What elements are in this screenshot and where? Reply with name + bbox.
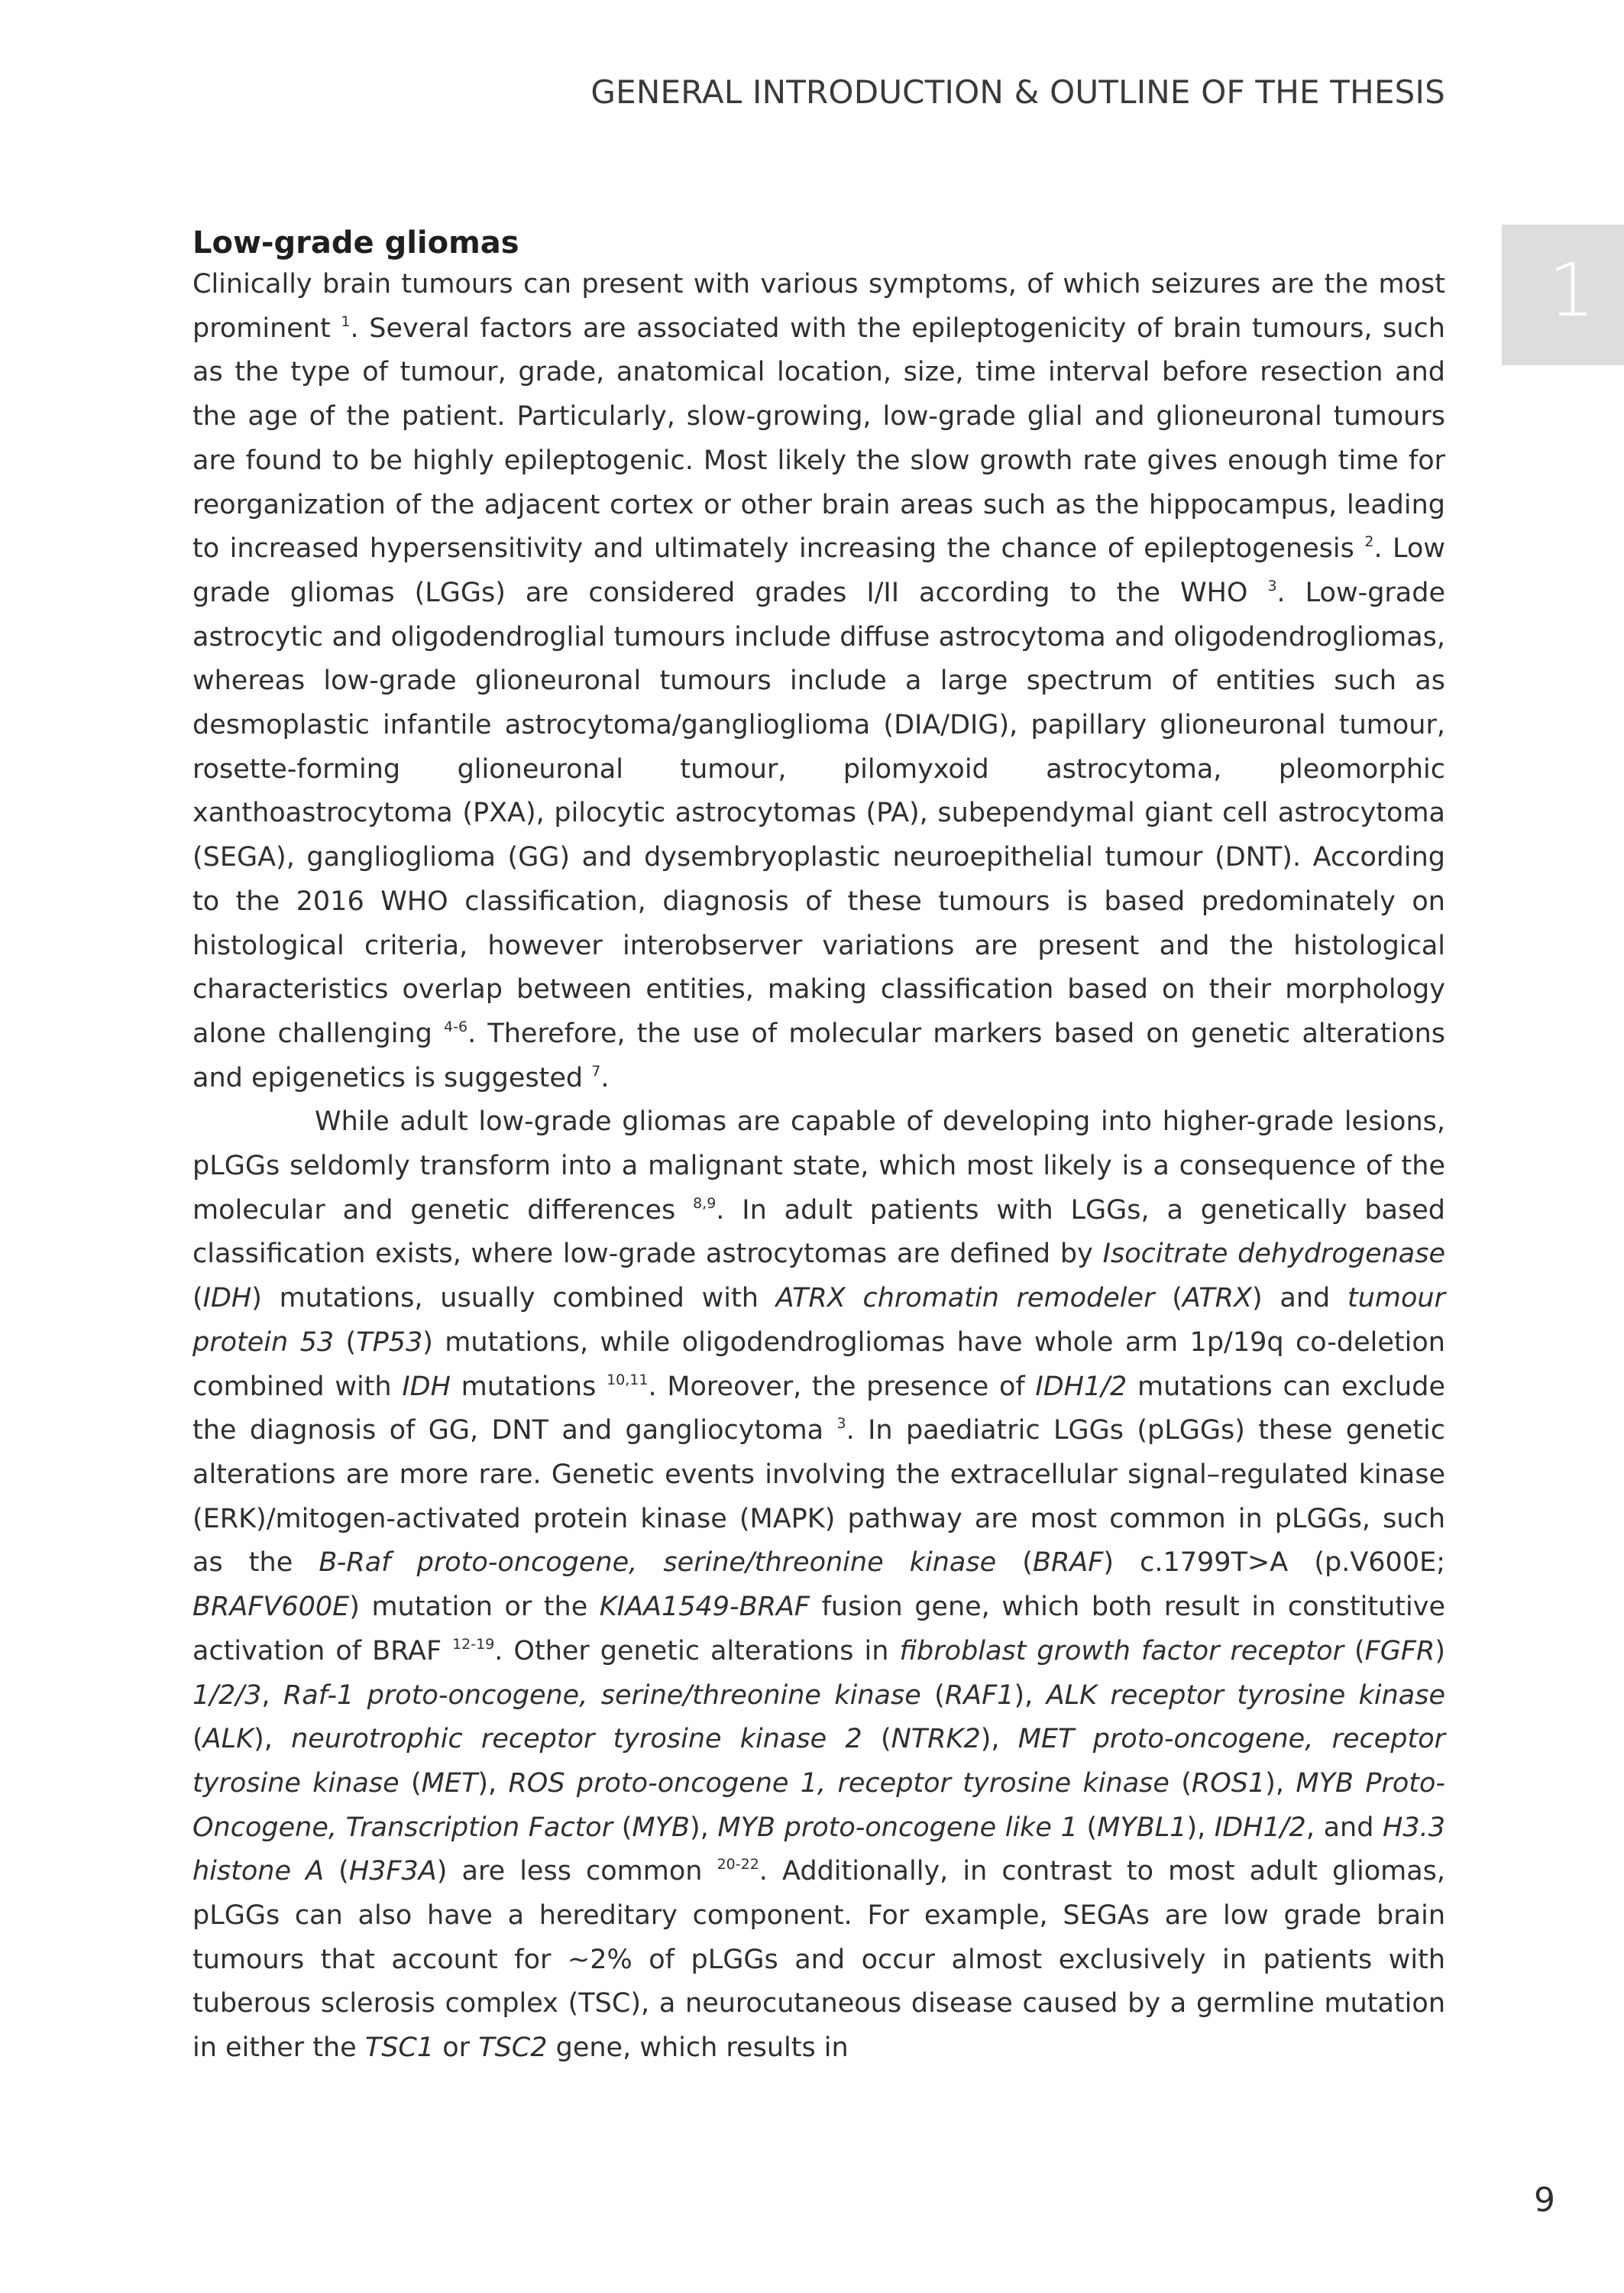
text: (: [996, 1547, 1033, 1579]
gene-term: fibroblast growth factor receptor: [899, 1635, 1344, 1666]
gene-term: H3.3 histone A: [192, 1812, 1446, 1887]
text: (: [920, 1679, 945, 1711]
text: ),: [477, 1767, 509, 1799]
text: ) are less common: [436, 1856, 717, 1887]
text: . Other genetic alterations in: [494, 1635, 900, 1666]
citation: 12-19: [452, 1635, 495, 1653]
gene-term: TSC2: [478, 2032, 548, 2064]
citation: 1: [341, 313, 351, 330]
gene-term: IDH: [402, 1371, 451, 1402]
gene-term: RAF1: [944, 1679, 1014, 1711]
text: . Additionally, in contrast to most adult gliomas, pLGGs can also have a hereditary component. For example, SEGAs are low grade brain tumours that account for ~2% of pLGGs and occur almost exclusively in patients with tuberous sclerosis complex (TSC), a neurocutaneous disease caused by a germline mutation in either the: [192, 1856, 1446, 2064]
text: (: [1154, 1283, 1182, 1314]
text: gene, which results in: [547, 2032, 849, 2064]
text: ) mutation or the: [349, 1592, 600, 1623]
gene-term: ATRX chromatin remodeler: [775, 1283, 1155, 1314]
gene-term: H3F3A: [348, 1856, 437, 1887]
gene-term: IDH1/2: [1214, 1812, 1306, 1843]
text: (: [862, 1724, 891, 1755]
citation: 7: [591, 1062, 601, 1080]
text: ) and: [1251, 1283, 1347, 1314]
gene-term: neurotrophic receptor tyrosine kinase 2: [291, 1724, 862, 1755]
text: While adult low-grade gliomas are capable of developing into higher-grade lesions, pLGGs seldomly transform into a malignant state, which most likely is a consequence of the molecular and genetic differences: [192, 1106, 1445, 1226]
gene-term: FGFR: [1364, 1635, 1435, 1666]
text: ) c.1799T>A (p.V600E;: [1103, 1547, 1445, 1579]
text: ),: [1186, 1812, 1215, 1843]
text: (: [399, 1767, 422, 1799]
text: (: [192, 1724, 203, 1755]
gene-term: TSC1: [364, 2032, 435, 2064]
citation: 8,9: [693, 1194, 717, 1212]
gene-term: MYBL1: [1097, 1812, 1187, 1843]
gene-term: IDH1/2: [1035, 1371, 1127, 1402]
text: ): [1435, 1635, 1446, 1666]
gene-term: BRAFV600E: [192, 1592, 350, 1623]
citation: 4-6: [444, 1018, 468, 1035]
gene-term: Raf-1 proto-oncogene, serine/threonine kinase: [283, 1679, 921, 1711]
gene-term: IDH: [202, 1283, 252, 1314]
gene-term: TP53: [356, 1326, 423, 1358]
citation: 20-22: [717, 1856, 759, 1874]
running-header: GENERAL INTRODUCTION & OUTLINE OF THE THESIS: [590, 73, 1445, 111]
text: . In paediatric LGGs (pLGGs) these genetic alterations are more rare. Genetic events involving the extracellular signal–regulated kinase (ERK)/mitogen-activated protein kinase (MAPK) pathway are most common in pLGGs, such as the: [192, 1415, 1445, 1579]
gene-term: ALK receptor tyrosine kinase: [1046, 1679, 1446, 1711]
text: (: [1343, 1635, 1365, 1666]
gene-term: ROS proto-oncogene 1, receptor tyrosine kinase: [508, 1767, 1169, 1799]
text: fusion gene, which both result in constitutive activation of BRAF: [192, 1592, 1445, 1666]
gene-term: BRAF: [1032, 1547, 1104, 1579]
text: (: [192, 1283, 203, 1314]
main-content: [192, 223, 1445, 2071]
gene-term: 1/2/3: [192, 1679, 262, 1711]
text: (: [613, 1812, 632, 1843]
gene-term: Isocitrate dehydrogenase: [1102, 1239, 1445, 1270]
text: mutations: [450, 1371, 607, 1402]
text: Clinically brain tumours can present with various symptoms, of which seizures are the most prominent: [192, 269, 1445, 344]
text: ,: [261, 1679, 283, 1711]
gene-term: MET: [421, 1767, 478, 1799]
text: mutations can exclude the diagnosis of GG, DNT and gangliocytoma: [192, 1371, 1445, 1446]
text: ),: [254, 1724, 292, 1755]
text: (: [334, 1326, 357, 1358]
text: ),: [689, 1812, 718, 1843]
gene-term: KIAA1549-BRAF: [599, 1592, 810, 1623]
text: (: [1169, 1767, 1192, 1799]
chapter-number: 1: [1548, 248, 1595, 333]
text: . Several factors are associated with the epileptogenicity of brain tumours, such as the type of tumour, grade, anatomical location, size, time interval before resection and the age of the patient. Particularly, slow-growing, low-grade glial and glioneuronal tumours are found to be highly epileptogenic. Most likely the slow growth rate gives enough time for reorganization of the adjacent cortex or other brain areas such as the hippocampus, leading to increased hypersensitivity and ultimately increasing the chance of epileptogenesis: [192, 313, 1445, 565]
gene-term: ATRX: [1182, 1283, 1252, 1314]
text: ) mutations, while oligodendrogliomas have whole arm 1p/19q co-deletion combined with: [192, 1326, 1445, 1402]
citation: 2: [1364, 533, 1374, 551]
text: (: [1077, 1812, 1098, 1843]
text: . Low-grade astrocytic and oligodendroglial tumours include diffuse astrocytoma and oligodendrogliomas, whereas low-grade glioneuronal tumours include a large spectrum of entities such as desmoplastic infantile astrocytoma/ganglioglioma (DIA/DIG), papillary glioneuronal tumour, rosette-forming glioneuronal tumour, pilomyxoid astrocytoma, pleomorphic xanthoastrocytoma (PXA), pilocytic astrocytomas (PA), subependymal giant cell astrocytoma (SEGA), ganglioglioma (GG) and dysembryoplastic neuroepithelial tumour (DNT). According to the 2016 WHO classification, diagnosis of these tumours is based predominately on histological criteria, however interobserver variations are present and the histological characteristics overlap between entities, making classification based on their morphology alone challenging: [192, 577, 1445, 1049]
gene-term: MYB Proto-Oncogene, Transcription Factor: [192, 1767, 1446, 1843]
text: ),: [980, 1724, 1018, 1755]
citation: 3: [1267, 577, 1277, 594]
gene-term: NTRK2: [891, 1724, 981, 1755]
section-heading: Low-grade gliomas: [192, 225, 519, 261]
chapter-tab: [1502, 225, 1624, 365]
paragraph-1: [192, 263, 1445, 1100]
gene-term: ALK: [202, 1724, 254, 1755]
text: ) mutations, usually combined with: [251, 1283, 776, 1314]
text: . Therefore, the use of molecular markers based on genetic alterations and epigenetics is suggested: [192, 1018, 1446, 1093]
text: (: [324, 1856, 349, 1887]
paragraph-2: [192, 1100, 1445, 2070]
gene-term: MYB proto-oncogene like 1: [717, 1812, 1078, 1843]
gene-term: tumour protein 53: [192, 1283, 1445, 1358]
text: ),: [1014, 1679, 1047, 1711]
gene-term: ROS1: [1191, 1767, 1266, 1799]
gene-term: B-Raf proto-oncogene, serine/threonine kinase: [319, 1547, 997, 1579]
text: ),: [1265, 1767, 1296, 1799]
text: .: [600, 1062, 610, 1093]
text: or: [434, 2032, 479, 2064]
page-number: 9: [1534, 2181, 1555, 2220]
gene-term: MET proto-oncogene, receptor tyrosine kinase: [192, 1724, 1446, 1799]
citation: 3: [836, 1415, 846, 1433]
gene-term: MYB: [632, 1812, 690, 1843]
text: , and: [1305, 1812, 1383, 1843]
text: . Low grade gliomas (LGGs) are considered grades I/II according to the WHO: [192, 533, 1445, 608]
text: . Moreover, the presence of: [648, 1371, 1036, 1402]
citation: 10,11: [607, 1371, 649, 1388]
text: . In adult patients with LGGs, a genetically based classification exists, where low-grade astrocytomas are defined by: [192, 1194, 1445, 1270]
